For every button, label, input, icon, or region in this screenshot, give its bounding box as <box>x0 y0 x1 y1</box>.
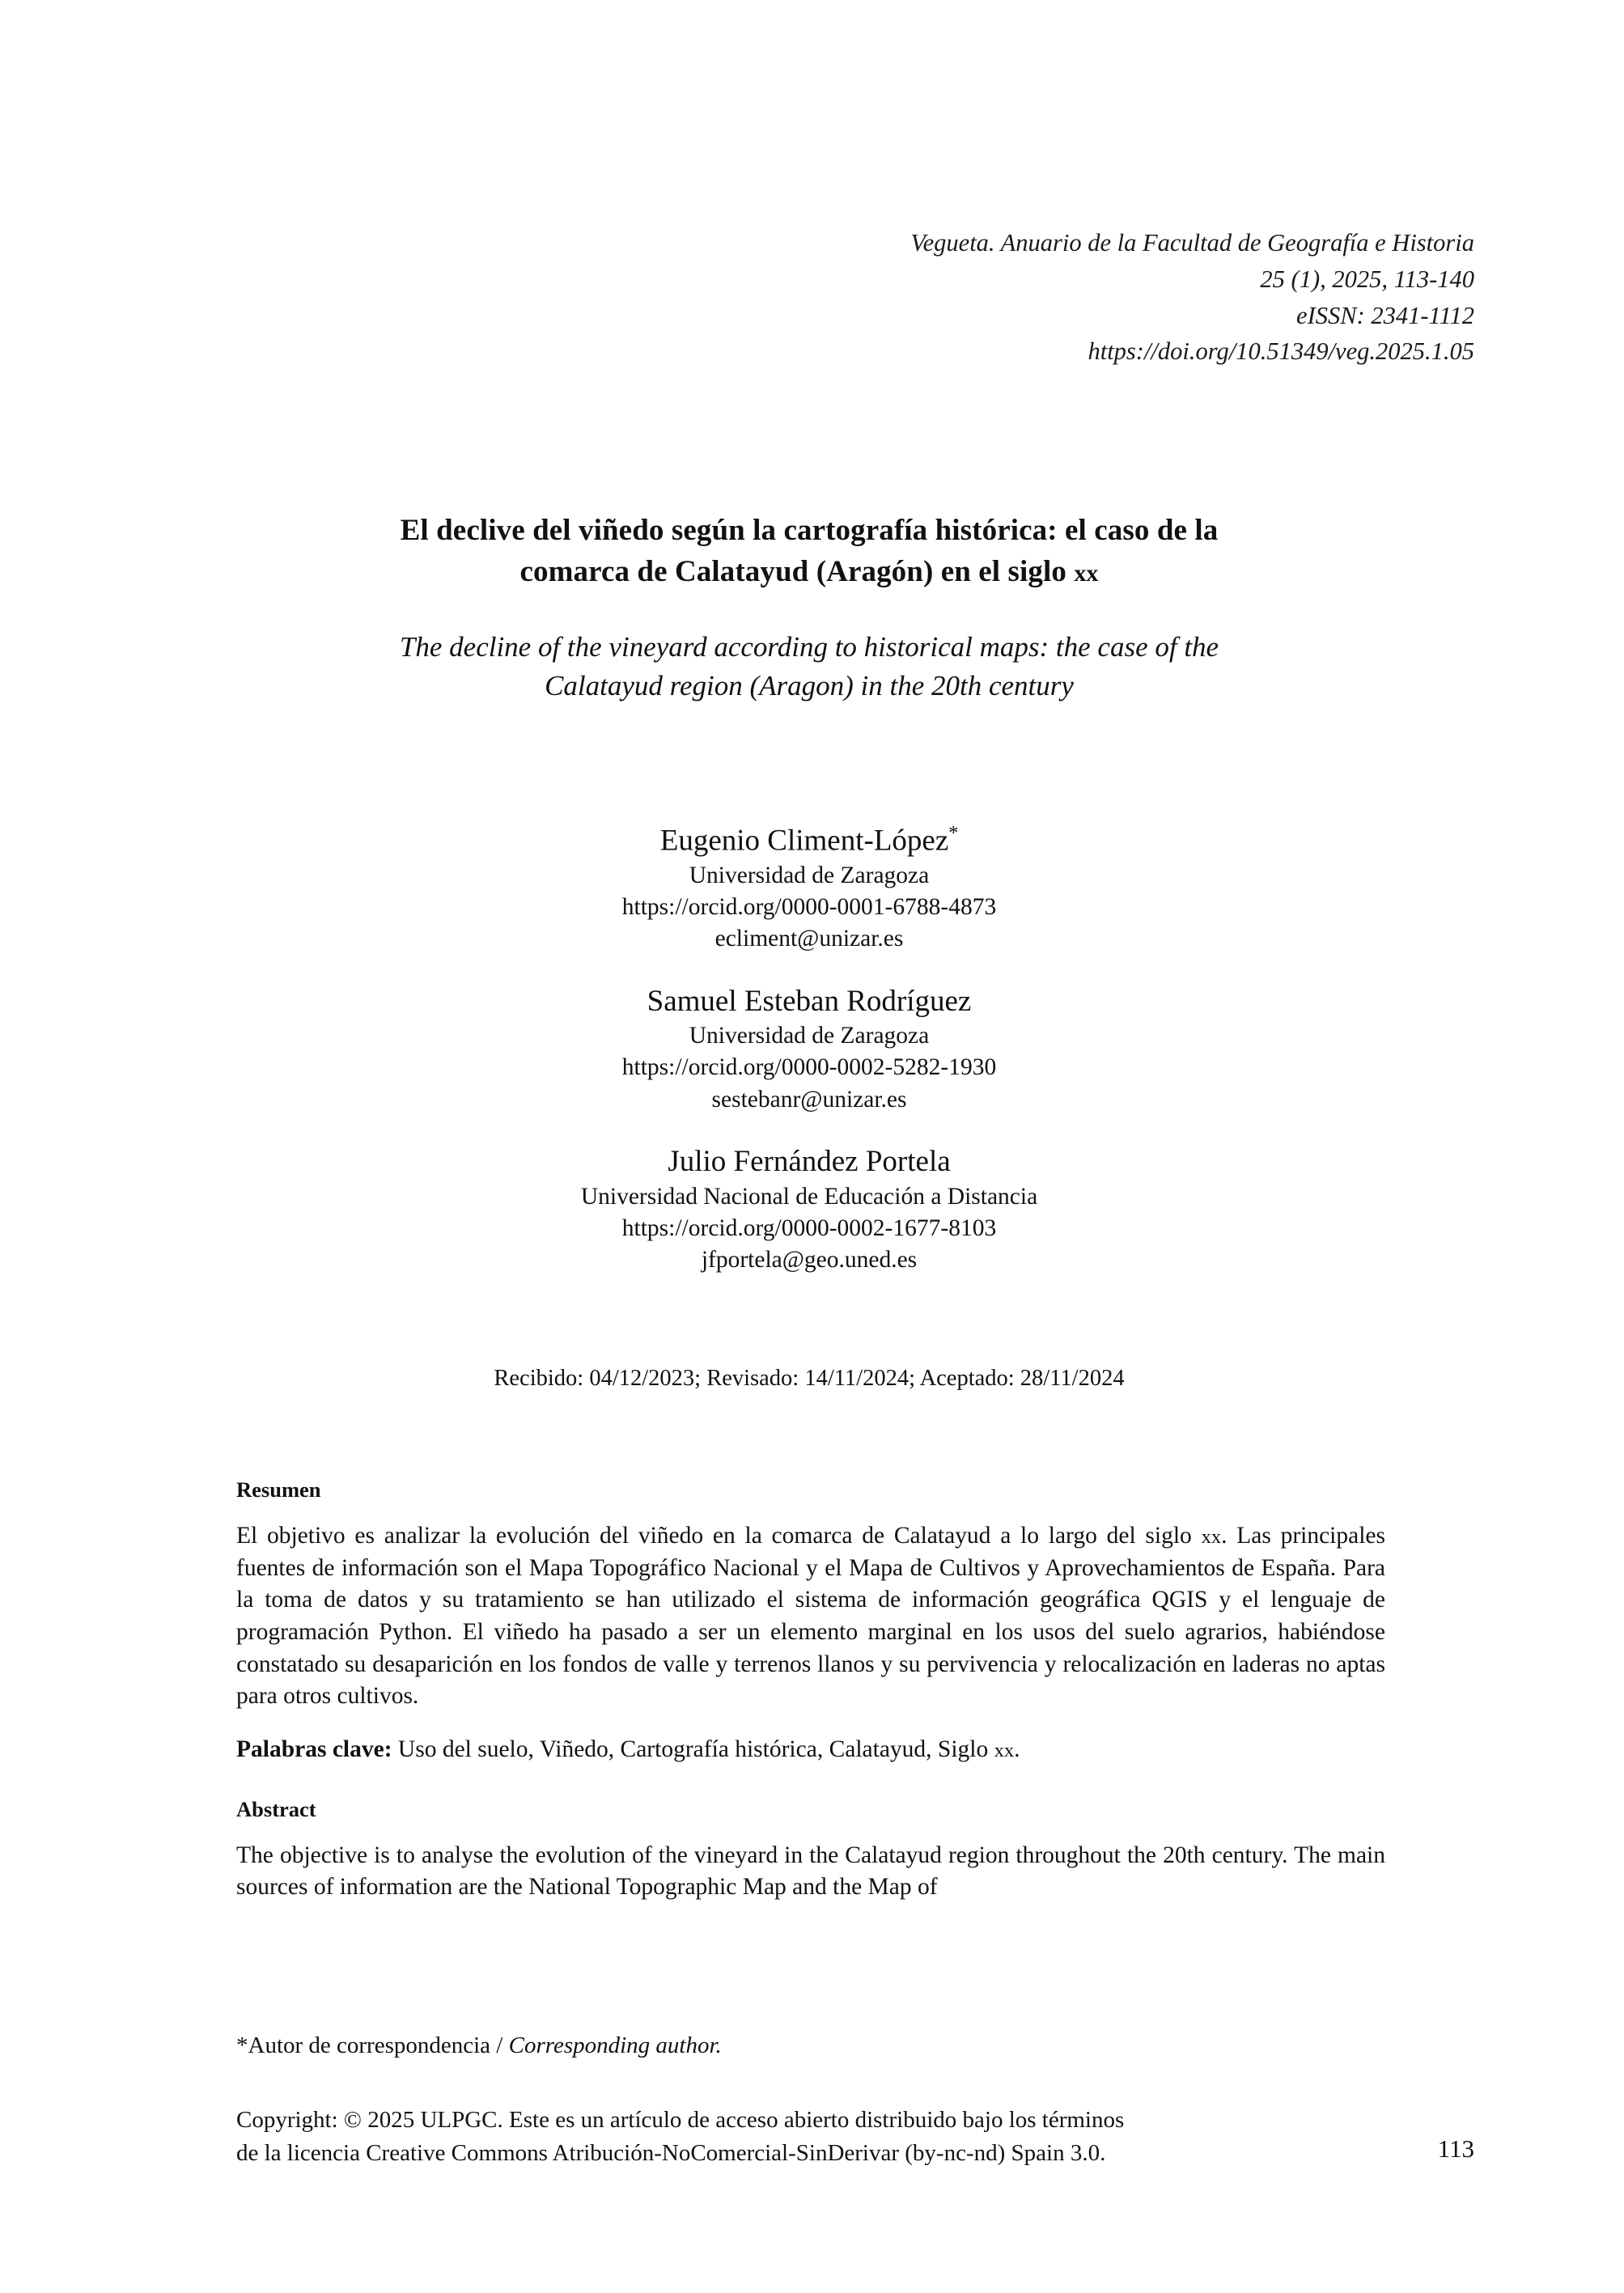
resumen-heading: Resumen <box>236 1477 321 1502</box>
journal-eissn: eISSN: 2341-1112 <box>1296 301 1474 329</box>
title-es-line1: El declive del viñedo según la cartografía histórica: el caso de la <box>400 514 1219 547</box>
palabras-clave-century: xx <box>994 1740 1015 1762</box>
journal-title: Vegueta. Anuario de la Facultad de Geografía e Historia <box>910 229 1474 256</box>
author-entry <box>243 821 1376 956</box>
author-name-text: Eugenio Climent-López <box>659 824 949 858</box>
title-en-line1: The decline of the vineyard according to historical maps: the case of the <box>399 631 1219 663</box>
page-number: 113 <box>1437 2134 1474 2163</box>
resumen-text-part1: El objetivo es analizar la evolución del viñedo en la comarca de Calatayud a lo largo del siglo <box>236 1523 1202 1549</box>
resumen-century: xx <box>1201 1526 1222 1548</box>
palabras-clave-text1: Uso del suelo, Viñedo, Cartografía histórica, Calatayud, Siglo <box>392 1736 994 1763</box>
author-name-text: Julio Fernández Portela <box>668 1144 951 1178</box>
author-list <box>243 821 1376 1276</box>
corresponding-author-italic: Corresponding author. <box>508 2032 722 2058</box>
author-orcid-link[interactable]: https://orcid.org/0000-0002-1677-8103 <box>621 1214 997 1241</box>
author-email[interactable]: sestebanr@unizar.es <box>711 1086 907 1113</box>
palabras-clave-label: Palabras clave: <box>236 1736 392 1763</box>
author-affiliation: Universidad de Zaragoza <box>689 862 930 888</box>
author-affiliation: Universidad Nacional de Educación a Distancia <box>580 1183 1038 1210</box>
author-entry <box>243 1143 1376 1276</box>
author-orcid-link[interactable]: https://orcid.org/0000-0001-6788-4873 <box>621 894 997 921</box>
palabras-clave-text2: . <box>1014 1736 1020 1763</box>
author-email[interactable]: ecliment@unizar.es <box>714 926 904 952</box>
journal-issue: 25 (1), 2025, 113-140 <box>1260 265 1474 293</box>
author-email[interactable]: jfportela@geo.uned.es <box>701 1247 918 1274</box>
author-entry <box>243 983 1376 1116</box>
resumen-text <box>236 1520 1385 1713</box>
title-en-line2: Calatayud region (Aragon) in the 20th century <box>545 670 1074 702</box>
abstract-heading: Abstract <box>236 1796 316 1821</box>
palabras-clave <box>236 1734 1385 1766</box>
title-es-century: xx <box>1074 560 1099 587</box>
corresponding-author-note <box>236 2032 1385 2059</box>
copyright-notice <box>236 2104 1256 2170</box>
page-title-es <box>243 510 1376 592</box>
author-affiliation: Universidad de Zaragoza <box>689 1023 930 1049</box>
title-es-line2: comarca de Calatayud (Aragón) en el siglo <box>519 555 1075 589</box>
submission-dates: Recibido: 04/12/2023; Revisado: 14/11/2024; Aceptado: 28/11/2024 <box>494 1366 1125 1391</box>
copyright-line-2: de la licencia Creative Commons Atribución-NoComercial-SinDerivar (by-nc-nd) Spain 3.0. <box>236 2140 1106 2167</box>
author-name <box>243 821 1376 860</box>
author-name-text: Samuel Esteban Rodríguez <box>647 984 972 1018</box>
title-block <box>243 510 1376 706</box>
copyright-line-1: Copyright: © 2025 ULPGC. Este es un artículo de acceso abierto distribuido bajo los términos <box>236 2107 1125 2133</box>
author-name <box>243 1143 1376 1181</box>
author-orcid-link[interactable]: https://orcid.org/0000-0002-5282-1930 <box>621 1054 997 1081</box>
journal-doi[interactable]: https://doi.org/10.51349/veg.2025.1.05 <box>1088 337 1474 366</box>
page-title-en <box>243 628 1376 706</box>
corresponding-author-prefix: *Autor de correspondencia / <box>236 2032 509 2058</box>
abstract-text: The objective is to analyse the evolution of the vineyard in the Calatayud region throughout the 20th century. The main sources of information are the National Topographic Map and the Map of <box>236 1842 1385 1901</box>
abstract-column <box>236 1456 1385 1925</box>
resumen-text-part2: . Las principales fuentes de información son el Mapa Topográfico Nacional y el Mapa de Cultivos y Aprovechamientos de España. Para la toma de datos y su tratamiento se han utilizado el sistema de información geográfica QGIS y el lenguaje de programación Python. El viñedo ha pasado a ser un elemento marginal en los usos del suelo agrarios, habiéndose constatado su desaparición en los fondos de valle y terrenos llanos y su pervivencia y relocalización en laderas no aptas para otros cultivos. <box>236 1523 1385 1710</box>
journal-header <box>600 225 1474 370</box>
author-name <box>243 983 1376 1021</box>
author-footnote-marker: * <box>948 823 959 844</box>
